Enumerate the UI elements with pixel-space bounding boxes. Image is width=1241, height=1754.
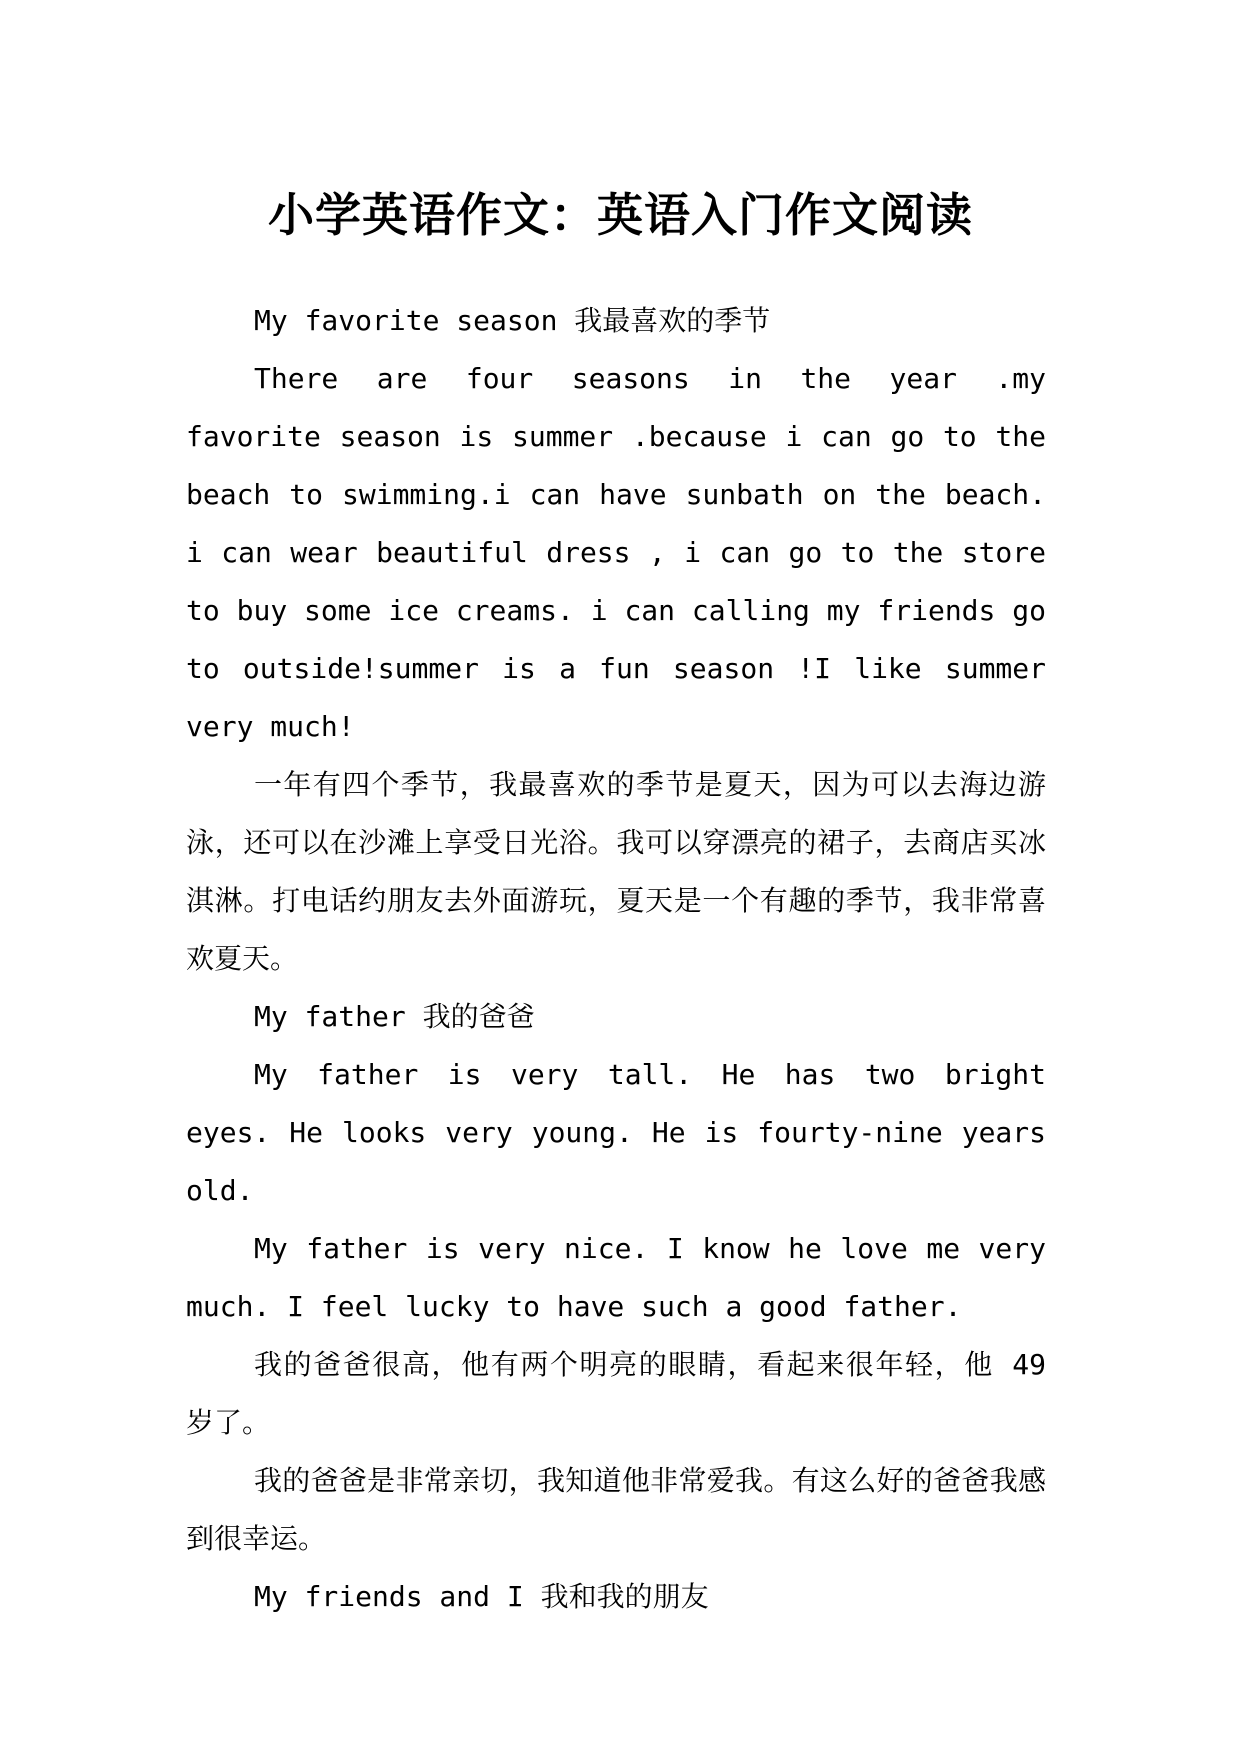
document-title: 小学英语作文：英语入门作文阅读 <box>268 187 973 242</box>
section-heading-father: My father 我的爸爸 <box>254 1000 535 1033</box>
paragraph-season-english: There are four seasons in the year .my favorite season is summer .because i can go to the beach to swimming.i can have sunbath on the beach. i can wear beautiful dress , i can go to the store to buy some ice creams. i can calling my friends go to outside!summer is a fun season !I like summer very much! <box>186 362 1046 743</box>
paragraph-father-chinese-2: 我的爸爸是非常亲切，我知道他非常爱我。有这么好的爸爸我感到很幸运。 <box>186 1464 1046 1555</box>
paragraph-father-chinese-1: 我的爸爸很高，他有两个明亮的眼睛，看起来很年轻，他 49 岁了。 <box>186 1348 1046 1439</box>
section-heading-season: My favorite season 我最喜欢的季节 <box>254 304 771 337</box>
paragraph-father-english-2: My father is very nice. I know he love me very much. I feel lucky to have such a good father. <box>186 1232 1046 1323</box>
paragraph-season-chinese: 一年有四个季节，我最喜欢的季节是夏天，因为可以去海边游泳，还可以在沙滩上享受日光浴。我可以穿漂亮的裙子，去商店买冰淇淋。打电话约朋友去外面游玩，夏天是一个有趣的季节，我非常喜欢夏天。 <box>186 768 1046 975</box>
section-heading-friends: My friends and I 我和我的朋友 <box>254 1580 709 1613</box>
paragraph-father-english-1: My father is very tall. He has two bright eyes. He looks very young. He is fourty-nine years old. <box>186 1058 1046 1207</box>
document-body <box>186 292 1046 1626</box>
